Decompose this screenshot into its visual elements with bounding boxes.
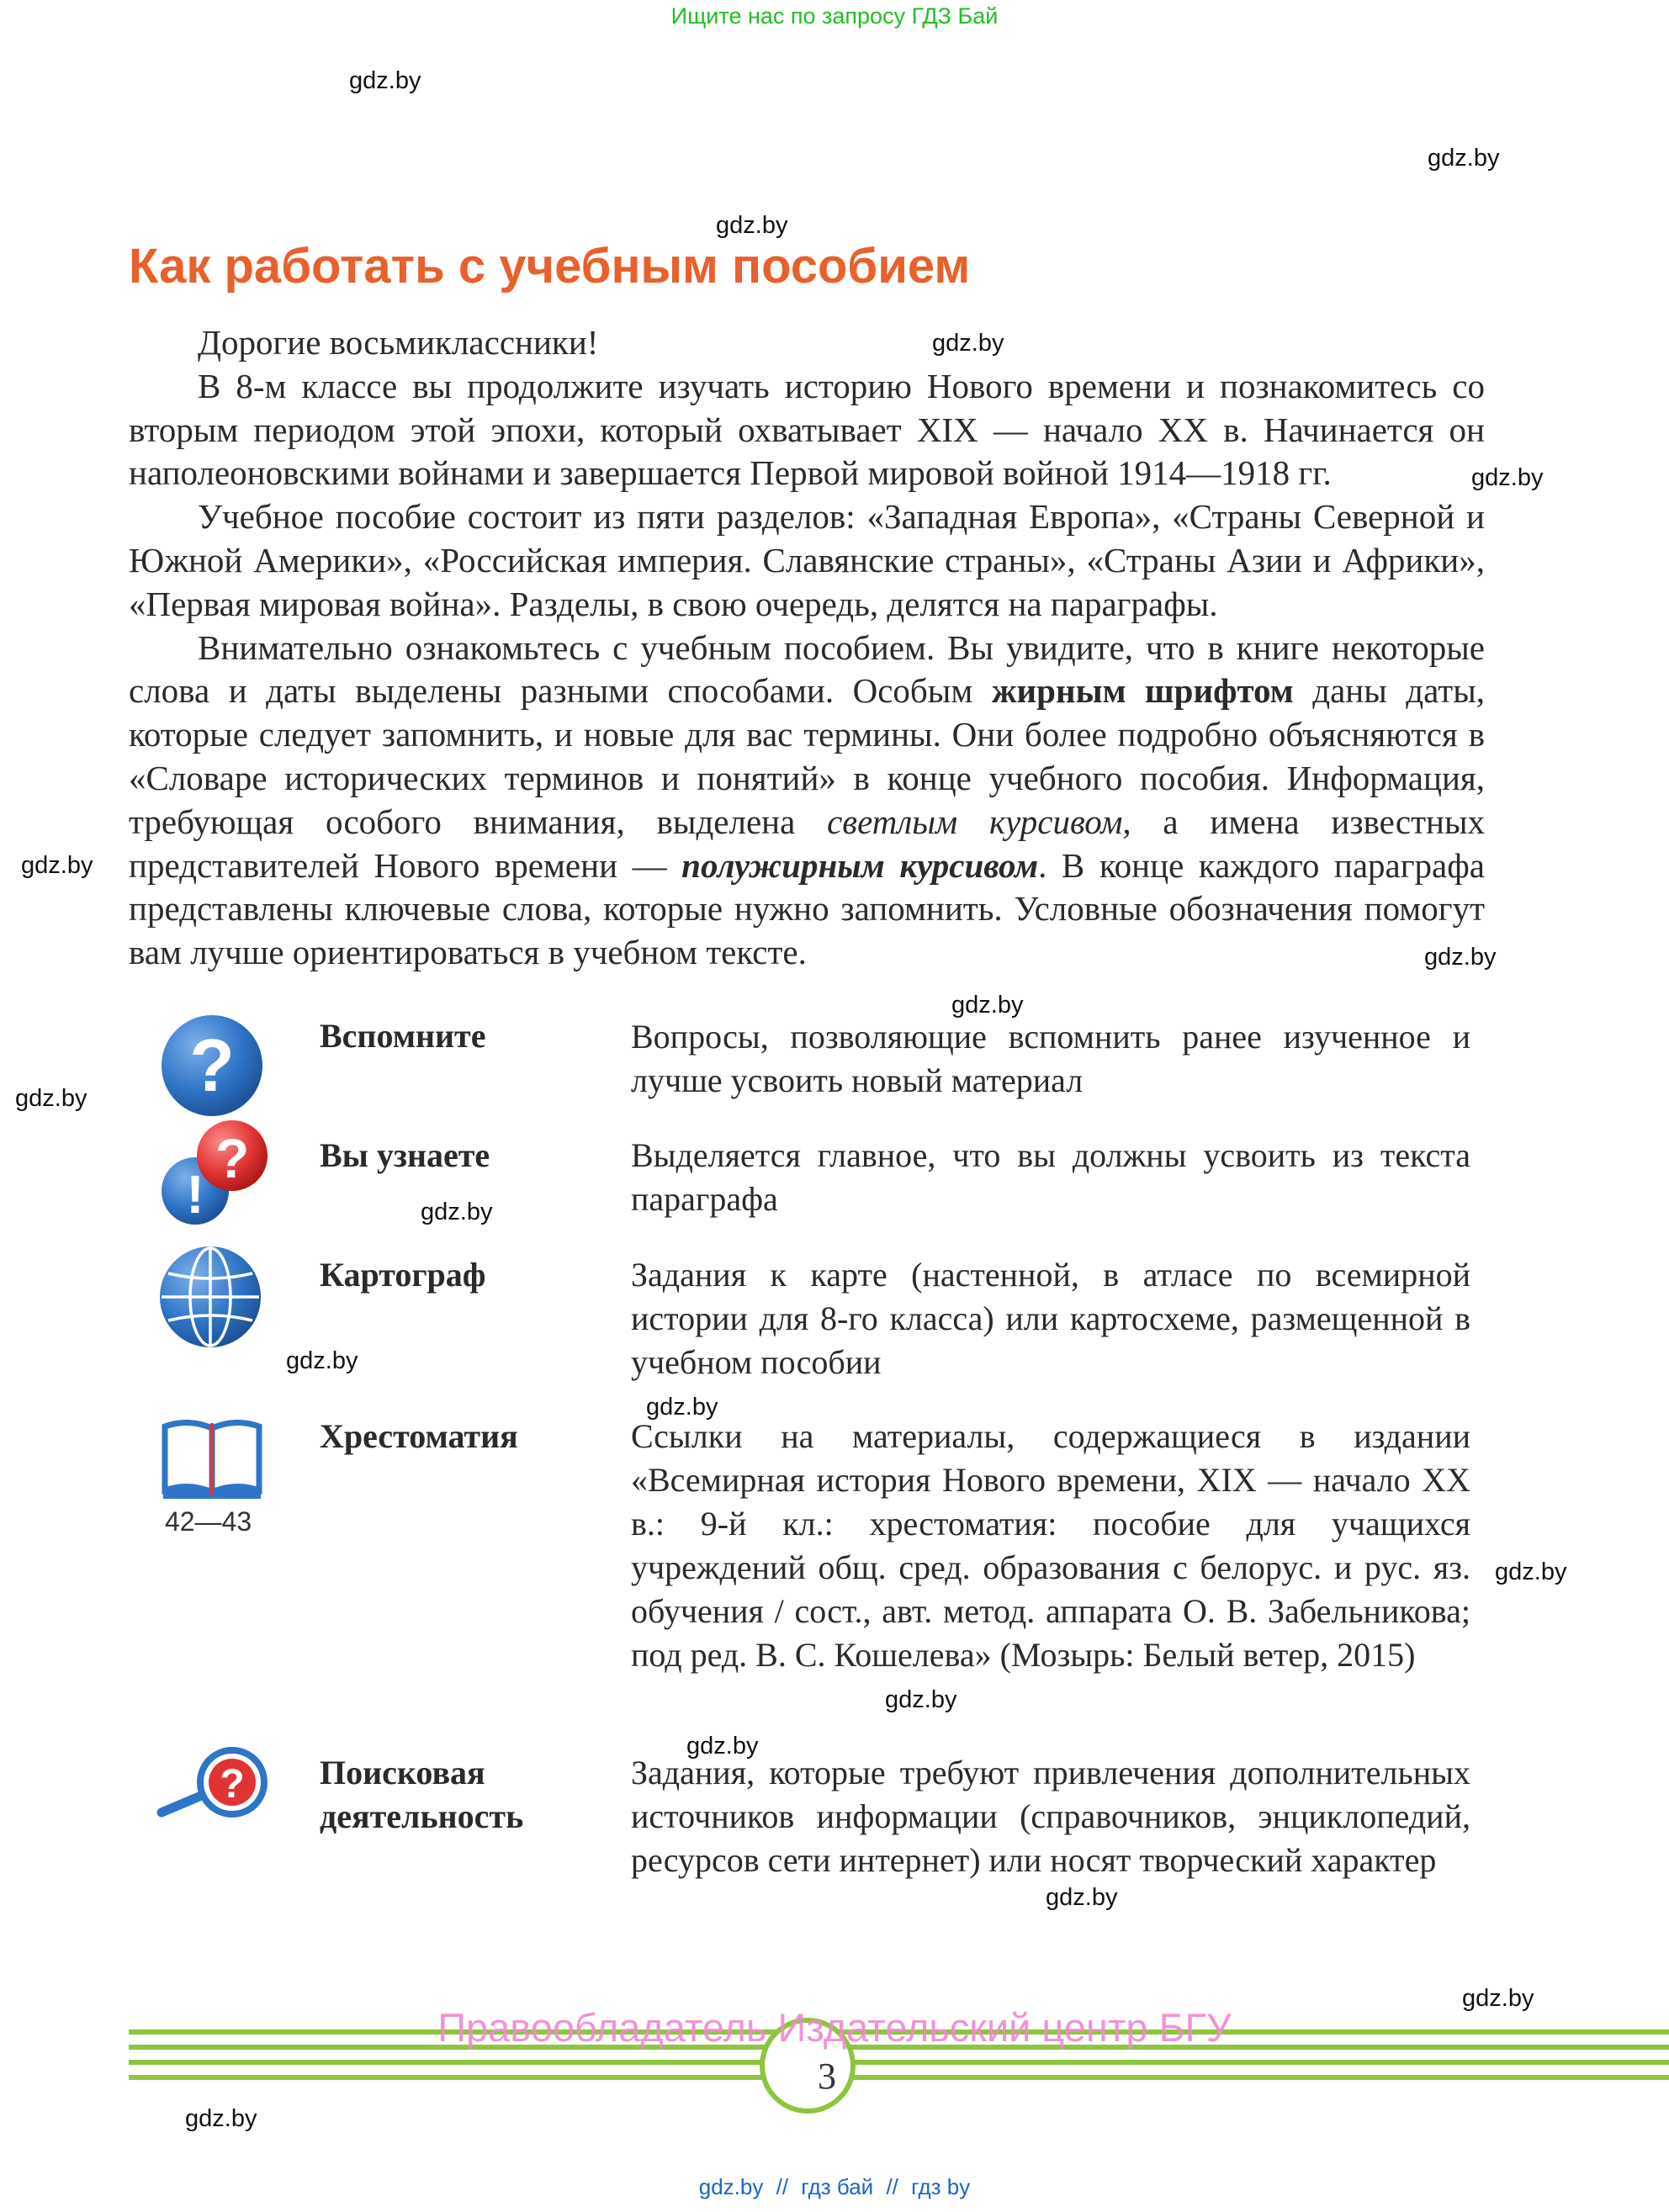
text-run: . В конце каждого параграфа представлены ключевые слова, которые нужно запомнить. Условные обозначения помогут вам лучше ориентироваться в учебном тексте. [129, 845, 1486, 972]
open-book-icon [160, 1420, 264, 1504]
svg-text:?: ? [215, 1127, 250, 1189]
watermark: gdz.by [1046, 1884, 1118, 1911]
question-exclamation-icon [160, 1119, 273, 1232]
watermark: gdz.by [349, 67, 421, 94]
legend-label-remember: Вспомните [320, 1017, 486, 1055]
page-title: Как работать с учебным пособием [129, 239, 971, 294]
watermark: gdz.by [421, 1199, 493, 1225]
watermark: gdz.by [21, 852, 93, 879]
paragraph-1: В 8-м классе вы продолжите изучать историю Нового времени и познакомитесь со вторым периодом этой эпохи, который охватывает XIX — начало XX в. Начинается он наполеоновскими войнами и завершается Первой мировой войной 1914—1918 гг. [129, 366, 1485, 493]
page-number: 3 [818, 2056, 836, 2097]
link-gdz-bai[interactable]: гдз бай [801, 2174, 874, 2199]
intro-text [129, 321, 1485, 975]
question-circle-icon [160, 1013, 265, 1123]
paragraph-2: Учебное пособие состоит из пяти разделов: «Западная Европа», «Страны Северной и Южной Америки», «Российская империя. Славянские страны», «Страны Азии и Африки», «Первая мировая война». Разделы, в свою очередь, делятся на параграфы. [129, 497, 1485, 623]
globe-icon [158, 1245, 263, 1354]
watermark: gdz.by [951, 992, 1024, 1019]
watermark: gdz.by [1428, 145, 1500, 172]
text-run: , а имена известных представителей Нового времени — [129, 802, 1485, 885]
link-gdz-by-cyr[interactable]: гдз by [911, 2174, 971, 2199]
bold-italic-example: полужирным курсивом [681, 845, 1039, 885]
separator: // [776, 2174, 789, 2199]
top-banner[interactable]: Ищите нас по запросу ГДЗ Бай [670, 3, 999, 29]
separator: // [886, 2174, 898, 2199]
watermark: gdz.by [1462, 1985, 1534, 2012]
watermark: gdz.by [15, 1085, 87, 1112]
italic-example: светлым курсивом [827, 802, 1123, 841]
legend-label-anthology: Хрестоматия [320, 1417, 518, 1455]
bold-example: жирным шрифтом [991, 671, 1294, 711]
watermark: gdz.by [932, 330, 1004, 357]
legend-label-learn: Вы узнаете [320, 1136, 490, 1174]
copyright-owner: Правообладатель Издательский центр БГУ [437, 2005, 1232, 2050]
legend-label-search: Поисковая деятельность [320, 1754, 524, 1835]
paragraph-3 [129, 627, 1485, 975]
text-run: даны даты, которые следует запомнить, и новые для вас термины. Они более подробно объясняются в «Словаре исторических терминов и понятий» в конце учебного пособия. Информация, требующая особого внимания, выделена [129, 671, 1485, 841]
svg-text:!: ! [186, 1164, 204, 1225]
watermark: gdz.by [686, 1733, 759, 1760]
magnifier-question-icon [156, 1745, 270, 1829]
watermark: gdz.by [286, 1347, 358, 1374]
watermark: gdz.by [646, 1394, 718, 1421]
legend-desc-search: Задания, которые требуют привлечения дополнительных источников информации (справочников, энциклопедий, ресурсов сети интернет) или носят творческий характер [631, 1754, 1470, 1879]
legend-desc-learn: Выделяется главное, что вы должны усвоить из текста параграфа [631, 1136, 1470, 1218]
bottom-links [0, 2174, 1669, 2200]
watermark: gdz.by [716, 212, 788, 239]
watermark: gdz.by [885, 1686, 957, 1713]
watermark: gdz.by [1424, 944, 1497, 971]
legend-label-cartograph: Картограф [320, 1256, 486, 1294]
legend-desc-cartograph: Задания к карте (настенной, в атласе по всемирной истории для 8-го класса) или картосхеме, размещенной в учебном пособии [631, 1256, 1470, 1381]
svg-text:?: ? [220, 1762, 245, 1807]
watermark: gdz.by [185, 2105, 257, 2132]
link-gdz-by[interactable]: gdz.by [698, 2174, 764, 2199]
legend-desc-anthology: Ссылки на материалы, содержащиеся в издании «Всемирная история Нового времени, XIX — начало XX в.: 9-й кл.: хрестоматия: пособие для учащихся учреждений общ. сред. образования с белорус. и рус. яз. обучения / сост., авт. метод. аппарата О. В. Забельникова; под ред. В. С. Кошелева» (Мозырь: Белый ветер, 2015) [631, 1417, 1470, 1674]
svg-text:?: ? [189, 1024, 235, 1107]
watermark: gdz.by [1495, 1558, 1567, 1585]
greeting: Дорогие восьмиклассники! [198, 323, 599, 362]
legend-desc-remember: Вопросы, позволяющие вспомнить ранее изученное и лучше усвоить новый материал [631, 1018, 1470, 1099]
text-run: Внимательно ознакомьтесь с учебным пособием. Вы увидите, что в книге некоторые слова и даты выделены разными способами. Особым [129, 627, 1485, 711]
anthology-pages: 42—43 [165, 1506, 252, 1537]
watermark: gdz.by [1471, 464, 1544, 491]
